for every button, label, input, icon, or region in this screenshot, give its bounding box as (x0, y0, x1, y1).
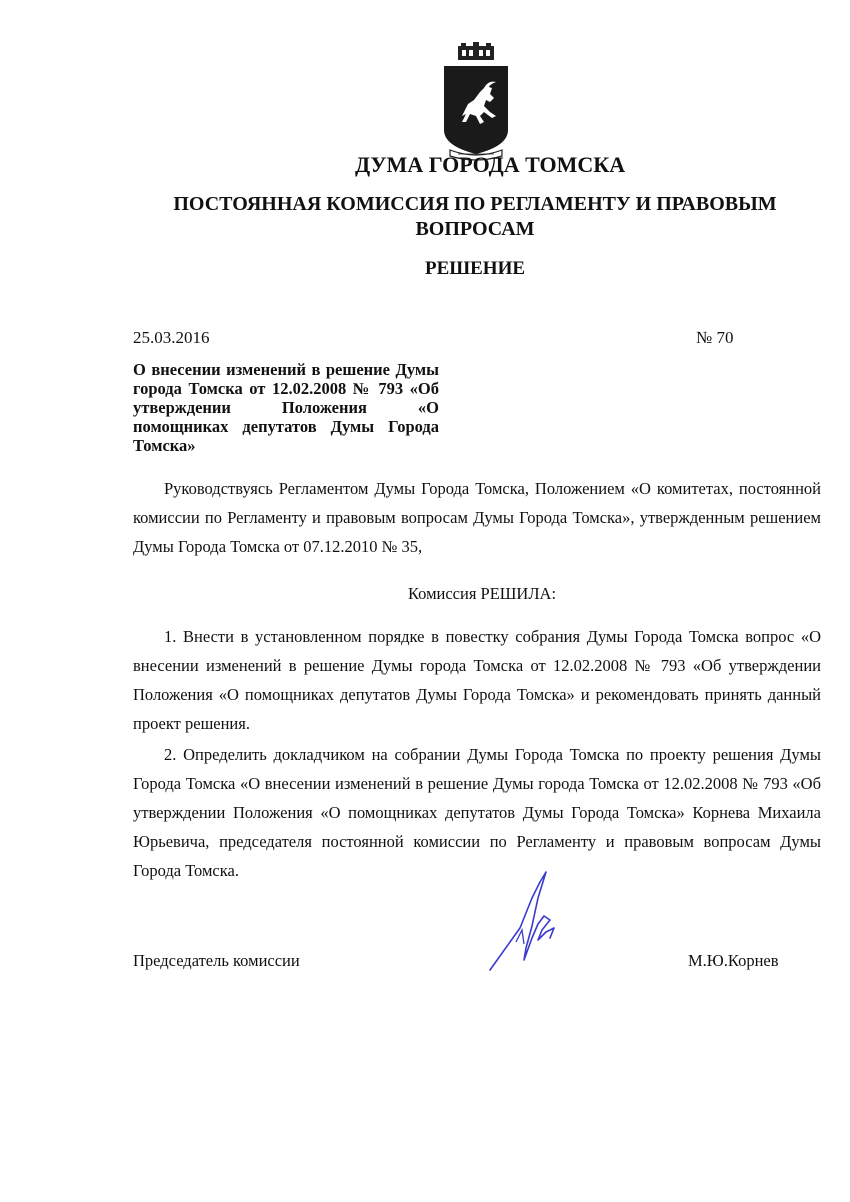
document-date: 25.03.2016 (133, 328, 210, 347)
decision-item: 1. Внести в установленном порядке в повестку собрания Думы Города Томска вопрос «О внесении изменений в решение Думы города Томска от 12.02.2008 № 793 «Об утверждении Положения «О помощниках депутатов Думы Города Томска» и рекомендовать принять данный проект решения. (133, 627, 821, 733)
signatory-name: М.Ю.Корнев (688, 951, 779, 970)
decision-item: 2. Определить докладчиком на собрании Думы Города Томска по проекту решения Думы Города Томска «О внесении изменений в решение Думы города Томска от 12.02.2008 № 793 «Об утверждении Положения «О помощниках депутатов Думы Города Томска» Корнева Михаила Юрьевича, председателя постоянной комиссии по Регламенту и правовым вопросам Думы Города Томска. (133, 745, 821, 880)
document-subject: О внесении изменений в решение Думы города Томска от 12.02.2008 № 793 «Об утверждении Положения «О помощниках депутатов Думы Города Томска» (133, 360, 439, 455)
decision-heading: Комиссия РЕШИЛА: (407, 584, 557, 603)
document-number: № 70 (696, 328, 734, 347)
commission-title: ПОСТОЯННАЯ КОМИССИЯ ПО РЕГЛАМЕНТУ И ПРАВОВЫМ ВОПРОСАМ (173, 193, 777, 240)
signatory-position: Председатель комиссии (133, 951, 300, 970)
tomsk-coat-of-arms-icon (440, 42, 512, 162)
preamble-paragraph: Руководствуясь Регламентом Думы Города Томска, Положением «О комитетах, постоянной комиссии по Регламенту и правовым вопросам Думы Города Томска», утвержденным решением Думы Города Томска от 07.12.2010 № 35, (133, 479, 821, 556)
document-type: РЕШЕНИЕ (424, 258, 526, 279)
organization-title: ДУМА ГОРОДА ТОМСКА (355, 152, 626, 177)
handwritten-signature-icon (480, 868, 590, 978)
